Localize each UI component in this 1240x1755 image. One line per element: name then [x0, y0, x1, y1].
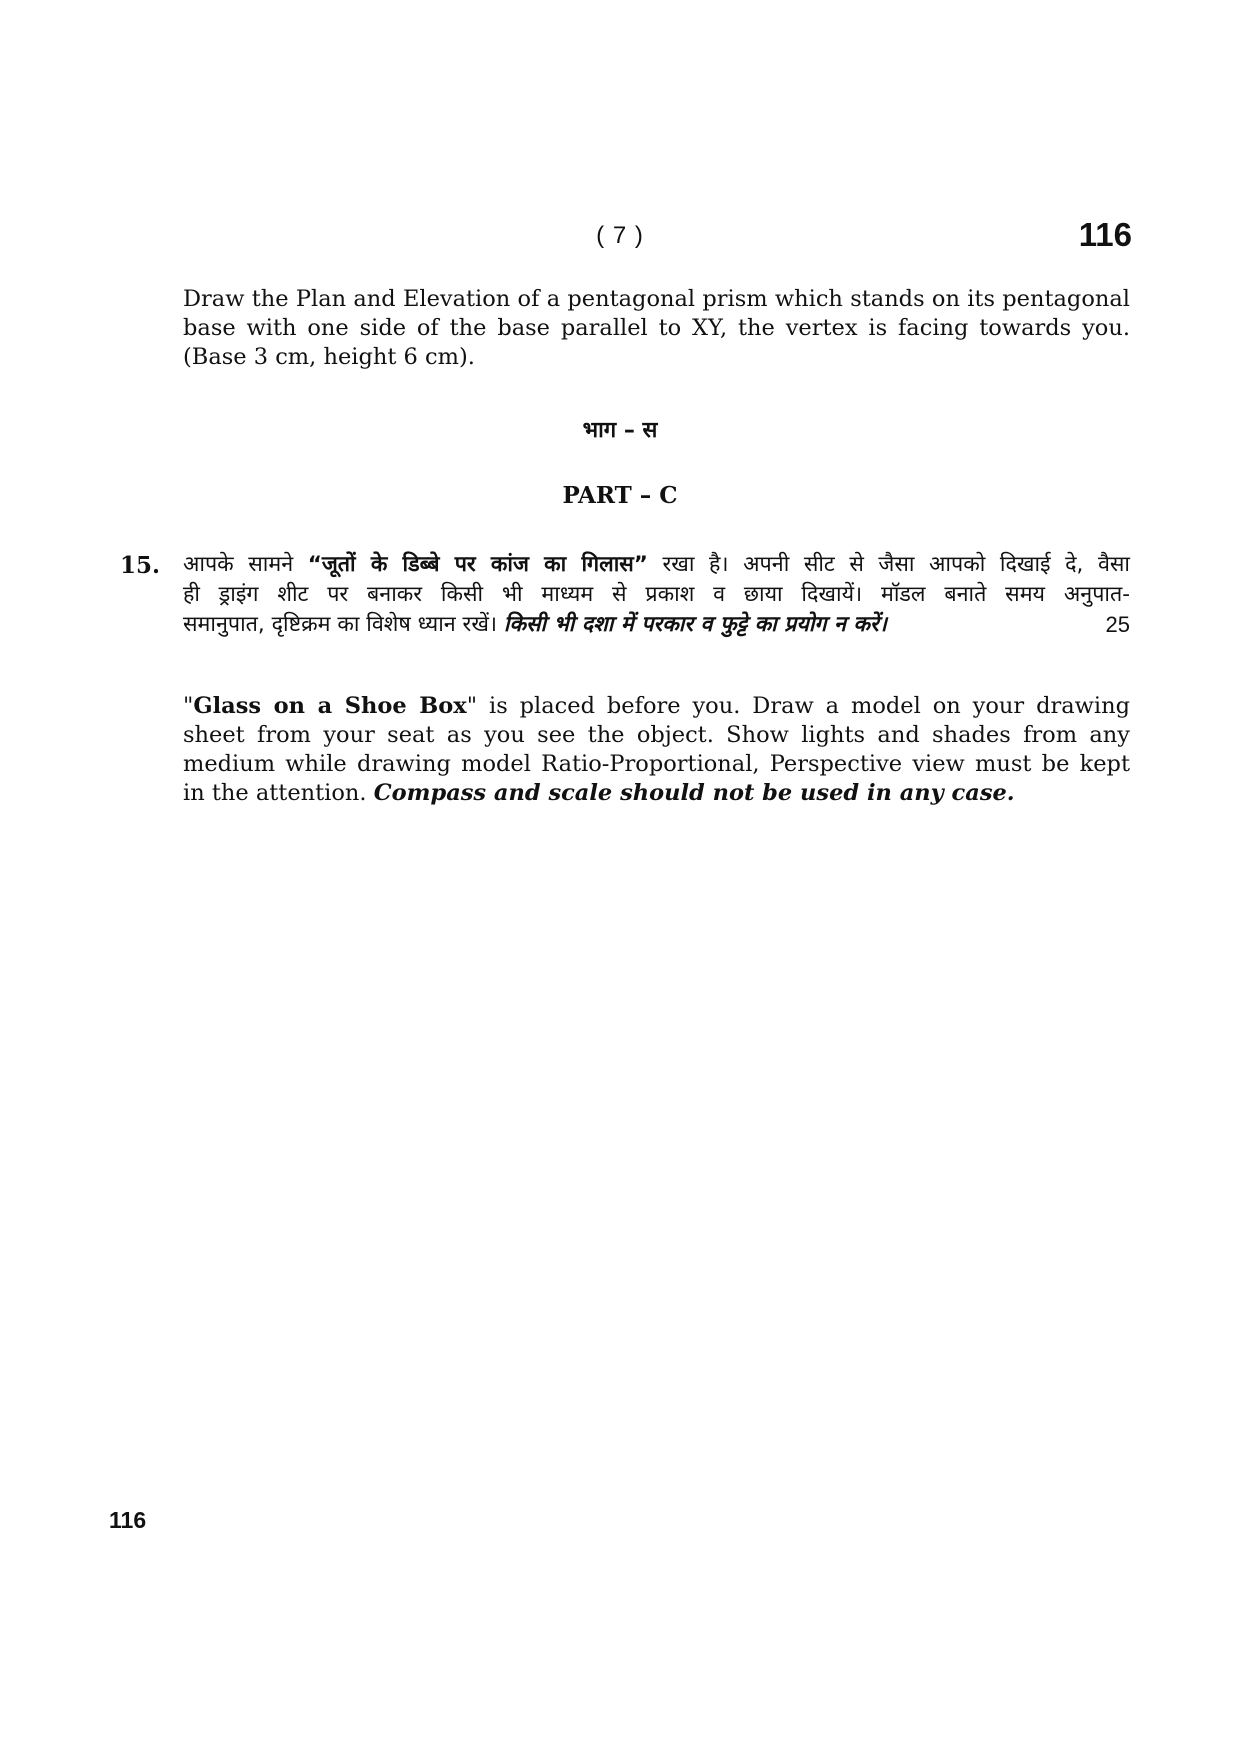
- hindi-line-1: [183, 550, 1130, 580]
- hindi-line-1-pre: आपके सामने: [183, 552, 308, 577]
- question-number: 15.: [120, 552, 161, 579]
- section-title-english: PART – C: [562, 482, 678, 509]
- previous-question-text: [183, 285, 1130, 372]
- question-english-text: [183, 692, 1130, 808]
- hindi-object-title: “जूतों के डिब्बे पर कांज का गिलास”: [307, 552, 648, 577]
- english-quote-open: ": [183, 693, 194, 719]
- hindi-line-3: [183, 610, 1130, 640]
- hindi-instruction-note: किसी भी दशा में परकार व फुट्टे का प्रयोग न करें।: [503, 612, 887, 637]
- section-title-hindi: भाग – स: [582, 418, 658, 443]
- paper-code-header: 116: [1078, 216, 1132, 253]
- paper-code-footer: 116: [109, 1507, 147, 1533]
- english-question-body: " is placed before you. Draw a model on your drawing sheet from your seat as you see the object. Show lights and shades from any medium while drawing model Ratio-Proportional, Perspective view must be kept in the attention.: [183, 693, 1130, 806]
- hindi-line-2: ही ड्राइंग शीट पर बनाकर किसी भी माध्यम से प्रकाश व छाया दिखायें। मॉडल बनाते समय अनुपात-: [183, 582, 1130, 607]
- question-hindi-text: [183, 550, 1130, 640]
- question-marks: 25: [1105, 612, 1130, 637]
- page-number: ( 7 ): [596, 222, 644, 249]
- english-object-title: Glass on a Shoe Box: [193, 693, 467, 719]
- previous-question-body: Draw the Plan and Elevation of a pentagonal prism which stands on its pentagonal base with one side of the base parallel to XY, the vertex is facing towards you. (Base 3 cm, height 6 cm).: [183, 286, 1130, 370]
- english-instruction-note: Compass and scale should not be used in any case.: [373, 780, 1015, 806]
- hindi-line-3-pre: समानुपात, दृष्टिक्रम का विशेष ध्यान रखें।: [183, 612, 504, 637]
- hindi-line-1-post: रखा है। अपनी सीट से जैसा आपको दिखाई दे, वैसा: [647, 552, 1130, 577]
